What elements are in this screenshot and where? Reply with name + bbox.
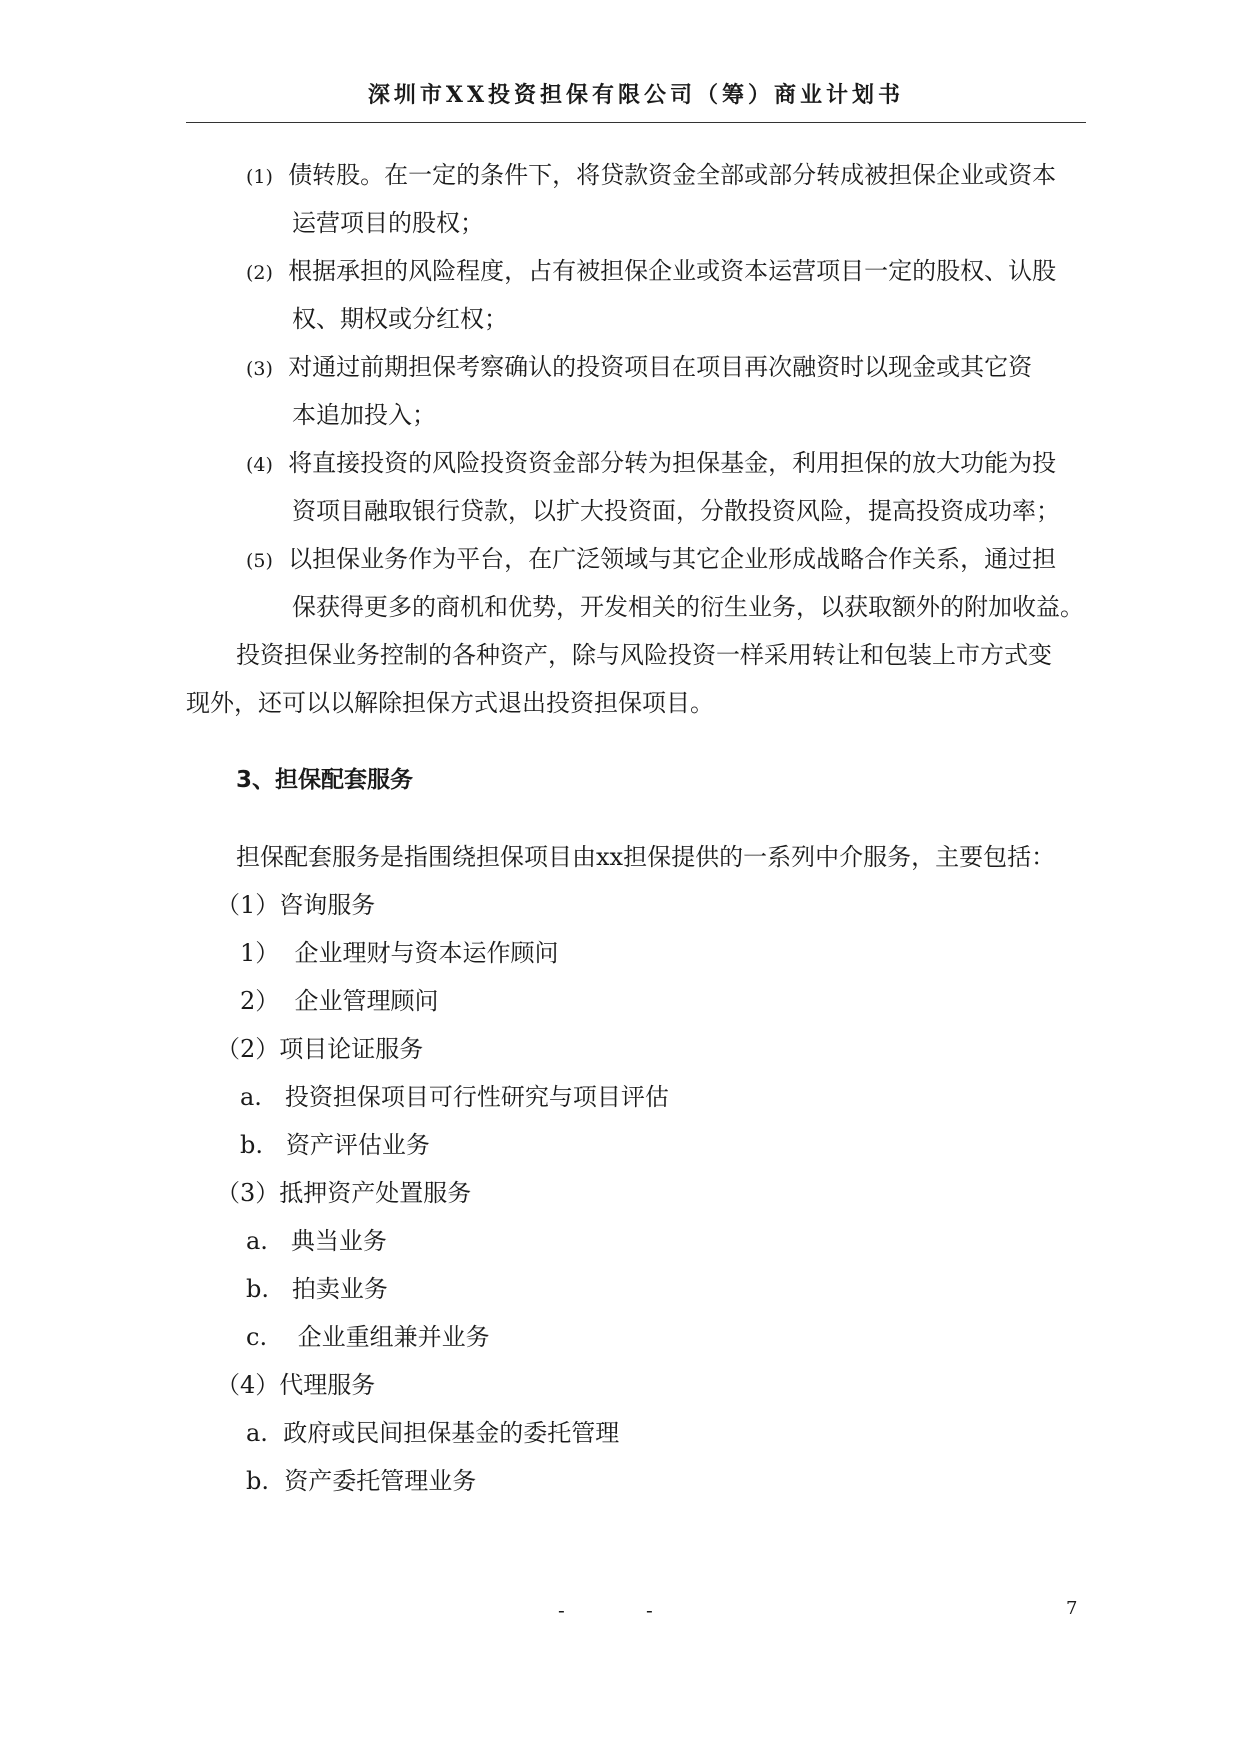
subitem-label: 企业管理顾问 (294, 987, 439, 1015)
subitem-label: 拍卖业务 (291, 1275, 388, 1303)
subitem-number: a. (246, 1227, 268, 1255)
service-subitem (240, 1128, 430, 1162)
service-subitem (240, 1080, 669, 1114)
category-number: （2） (216, 1035, 280, 1063)
subitem-number: 2） (240, 987, 280, 1015)
subitem-number: b. (246, 1275, 269, 1303)
subitem-number: 1） (240, 939, 280, 967)
category-label: 抵押资产处置服务 (279, 1179, 472, 1207)
category-label: 代理服务 (279, 1371, 376, 1399)
item-2-number: (2) (246, 262, 273, 284)
document-header: 深圳市XX投资担保有限公司（筹）商业计划书 (367, 82, 905, 108)
service-subitem (246, 1272, 388, 1306)
item-3-text: 对通过前期担保考察确认的投资项目在项目再次融资时以现金或其它资 (288, 353, 1033, 381)
item-2-line-1 (246, 254, 1056, 290)
service-category (216, 1032, 423, 1066)
subitem-label: 资产评估业务 (285, 1131, 430, 1159)
item-5-text: 以担保业务作为平台，在广泛领域与其它企业形成战略合作关系，通过担 (288, 545, 1057, 573)
header-rule (186, 122, 1086, 123)
item-4-number: (4) (246, 454, 273, 476)
item-5-line-1 (246, 542, 1056, 578)
item-1-line-1 (246, 158, 1056, 194)
category-number: （4） (216, 1371, 280, 1399)
subitem-label: 典当业务 (290, 1227, 387, 1255)
subitem-label: 企业重组兼并业务 (297, 1323, 490, 1351)
item-1-number: (1) (246, 166, 273, 188)
category-number: （3） (216, 1179, 280, 1207)
item-2-line-2: 权、期权或分红权； (292, 305, 508, 333)
subitem-label: 投资担保项目可行性研究与项目评估 (284, 1083, 669, 1111)
service-subitem (246, 1416, 619, 1450)
service-category (216, 888, 375, 922)
subitem-number: a. (246, 1419, 268, 1447)
subitem-label: 企业理财与资本运作顾问 (294, 939, 559, 967)
service-subitem (240, 936, 559, 970)
category-label: 咨询服务 (279, 891, 376, 919)
item-5-number: (5) (246, 550, 273, 572)
section-intro: 担保配套服务是指围绕担保项目由xx担保提供的一系列中介服务，主要包括： (236, 843, 1056, 871)
item-3-line-1 (246, 350, 1032, 386)
subitem-number: b. (246, 1467, 269, 1495)
subitem-number: b. (240, 1131, 263, 1159)
subitem-label: 政府或民间担保基金的委托管理 (283, 1419, 620, 1447)
item-4-text: 将直接投资的风险投资资金部分转为担保基金，利用担保的放大功能为投 (288, 449, 1057, 477)
item-3-number: (3) (246, 358, 273, 380)
paragraph-line-2: 现外，还可以以解除担保方式退出投资担保项目。 (186, 689, 714, 717)
item-4-line-2: 资项目融取银行贷款，以扩大投资面，分散投资风险，提高投资成功率； (292, 497, 1060, 525)
paragraph-line-1: 投资担保业务控制的各种资产，除与风险投资一样采用转让和包装上市方式变 (236, 641, 1052, 669)
category-number: （1） (216, 891, 280, 919)
category-label: 项目论证服务 (279, 1035, 424, 1063)
footer-dash-right: - (646, 1598, 653, 1622)
item-5-line-2: 保获得更多的商机和优势，开发相关的衍生业务，以获取额外的附加收益。 (292, 593, 1084, 621)
service-category (216, 1368, 375, 1402)
section-heading: 3、担保配套服务 (236, 767, 414, 793)
service-subitem (240, 984, 439, 1018)
page-number: 7 (1066, 1598, 1078, 1619)
item-3-line-2: 本追加投入； (292, 401, 436, 429)
subitem-number: c. (246, 1323, 268, 1351)
service-category (216, 1176, 471, 1210)
subitem-label: 资产委托管理业务 (284, 1467, 477, 1495)
item-1-line-2: 运营项目的股权； (292, 209, 484, 237)
item-2-text: 根据承担的风险程度，占有被担保企业或资本运营项目一定的股权、认股 (288, 257, 1057, 285)
service-subitem (246, 1320, 490, 1354)
footer-dash-left: - (558, 1598, 565, 1622)
item-1-text: 债转股。在一定的条件下，将贷款资金全部或部分转成被担保企业或资本 (288, 161, 1057, 189)
item-4-line-1 (246, 446, 1056, 482)
service-subitem (246, 1224, 387, 1258)
service-subitem (246, 1464, 476, 1498)
subitem-number: a. (240, 1083, 262, 1111)
